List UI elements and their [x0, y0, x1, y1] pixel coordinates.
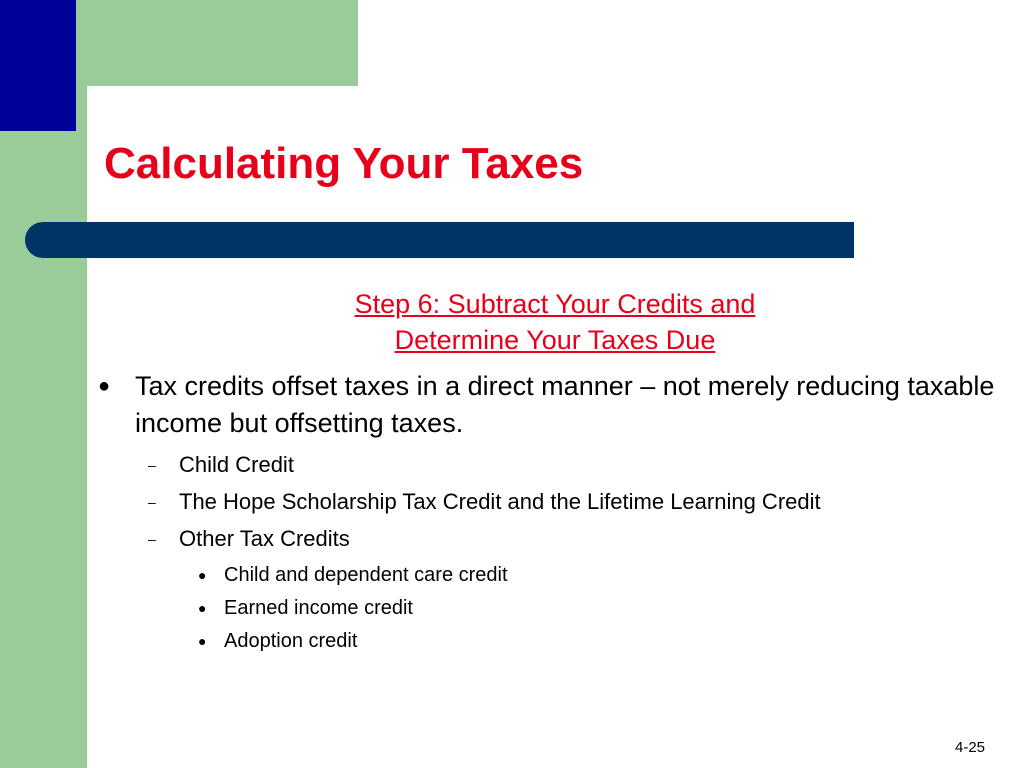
dash-icon: – — [148, 457, 156, 473]
bullet-dot-icon: ● — [198, 567, 207, 583]
sub-bullet-hope-scholarship — [148, 487, 821, 517]
decorative-blue-square — [0, 0, 76, 131]
step-heading — [300, 286, 810, 358]
slide-title: Calculating Your Taxes — [104, 139, 584, 188]
bullet-level-1 — [98, 368, 998, 442]
title-underline-bar — [25, 222, 854, 258]
sub-bullet-other-credits — [148, 524, 350, 554]
sub-sub-bullet-adoption — [198, 627, 357, 655]
sub-bullet-text: Other Tax Credits — [179, 526, 350, 551]
bullet-dot-icon: ● — [98, 375, 111, 397]
sub-sub-bullet-text: Adoption credit — [224, 630, 358, 652]
dash-icon: – — [148, 531, 156, 547]
bullet-dot-icon: ● — [198, 633, 207, 649]
sub-bullet-text: The Hope Scholarship Tax Credit and the Lifetime Learning Credit — [179, 489, 821, 514]
step-heading-line-2: Determine Your Taxes Due — [394, 325, 716, 355]
sub-sub-bullet-earned-income — [198, 594, 413, 622]
sub-sub-bullet-dependent-care — [198, 561, 508, 589]
bullet-dot-icon: ● — [198, 600, 207, 616]
sub-bullet-text: Child Credit — [179, 452, 294, 477]
sub-bullet-child-credit — [148, 450, 294, 480]
dash-icon: – — [148, 494, 156, 510]
bullet-text: Tax credits offset taxes in a direct manner – not merely reducing taxable income but offsetting taxes. — [135, 371, 995, 438]
sub-sub-bullet-text: Earned income credit — [224, 597, 413, 619]
sub-sub-bullet-text: Child and dependent care credit — [224, 564, 508, 586]
step-heading-line-1: Step 6: Subtract Your Credits and — [354, 289, 756, 319]
page-number: 4-25 — [955, 739, 986, 756]
